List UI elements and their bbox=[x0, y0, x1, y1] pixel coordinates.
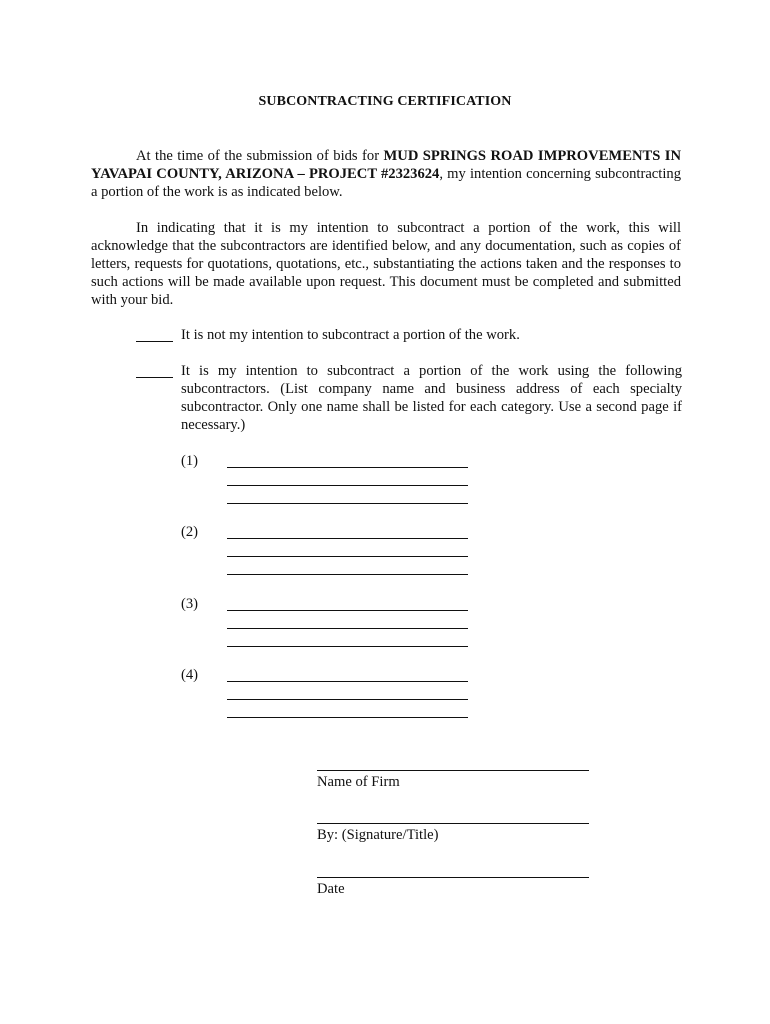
bid-submission-paragraph bbox=[91, 147, 681, 201]
document-title: SUBCONTRACTING CERTIFICATION bbox=[258, 94, 512, 109]
entry-line[interactable] bbox=[227, 610, 468, 611]
entry-line[interactable] bbox=[227, 646, 468, 647]
acknowledgement-paragraph: In indicating that it is my intention to subcontract a portion of the work, this will acknowledge that the subcontractors are identified below, and any documentation, such as copies of letters, requests for quotations, quotations, etc., substantiating the actions taken and the responses to such actions will be made available upon request. This document must be completed and submitted with your bid. bbox=[91, 220, 681, 308]
date-field bbox=[317, 877, 589, 898]
option-no-subcontract bbox=[136, 326, 682, 344]
entry-line[interactable] bbox=[227, 628, 468, 629]
name-of-firm-field bbox=[317, 770, 589, 791]
entry-number: (4) bbox=[181, 667, 199, 683]
option-subcontract-blank[interactable] bbox=[136, 362, 173, 378]
entry-line[interactable] bbox=[227, 538, 468, 539]
option-no-subcontract-text: It is not my intention to subcontract a portion of the work. bbox=[181, 327, 520, 343]
option-subcontract-text: It is my intention to subcontract a portion of the work using the following subcontractors. (List company name and business address of each specialty subcontractor. Only one name shall be listed for each category. Use a second page if necessary.) bbox=[181, 363, 682, 433]
entry-line[interactable] bbox=[227, 503, 468, 504]
entry-line[interactable] bbox=[227, 574, 468, 575]
entry-number: (2) bbox=[181, 524, 199, 540]
entry-line[interactable] bbox=[227, 467, 468, 468]
entry-line[interactable] bbox=[227, 717, 468, 718]
para1-prefix: At the time of the submission of bids for bbox=[136, 148, 384, 164]
name-of-firm-line[interactable] bbox=[317, 770, 589, 771]
date-label: Date bbox=[317, 881, 345, 897]
date-line[interactable] bbox=[317, 877, 589, 878]
project-name: MUD SPRINGS ROAD IMPROVEMENTS IN YAVAPAI COUNTY, ARIZONA – PROJECT #2323624 bbox=[91, 148, 681, 182]
para1-suffix: , my intention concerning subcontracting a portion of the work is as indicated below. bbox=[91, 166, 681, 200]
entry-line[interactable] bbox=[227, 699, 468, 700]
entry-number: (1) bbox=[181, 453, 199, 469]
entry-line[interactable] bbox=[227, 485, 468, 486]
name-of-firm-label: Name of Firm bbox=[317, 774, 400, 790]
entry-line[interactable] bbox=[227, 681, 468, 682]
signature-title-line[interactable] bbox=[317, 823, 589, 824]
signature-title-label: By: (Signature/Title) bbox=[317, 827, 439, 843]
option-no-subcontract-blank[interactable] bbox=[136, 326, 173, 342]
option-subcontract bbox=[136, 362, 682, 434]
entry-line[interactable] bbox=[227, 556, 468, 557]
signature-title-field bbox=[317, 823, 589, 844]
entry-number: (3) bbox=[181, 596, 199, 612]
